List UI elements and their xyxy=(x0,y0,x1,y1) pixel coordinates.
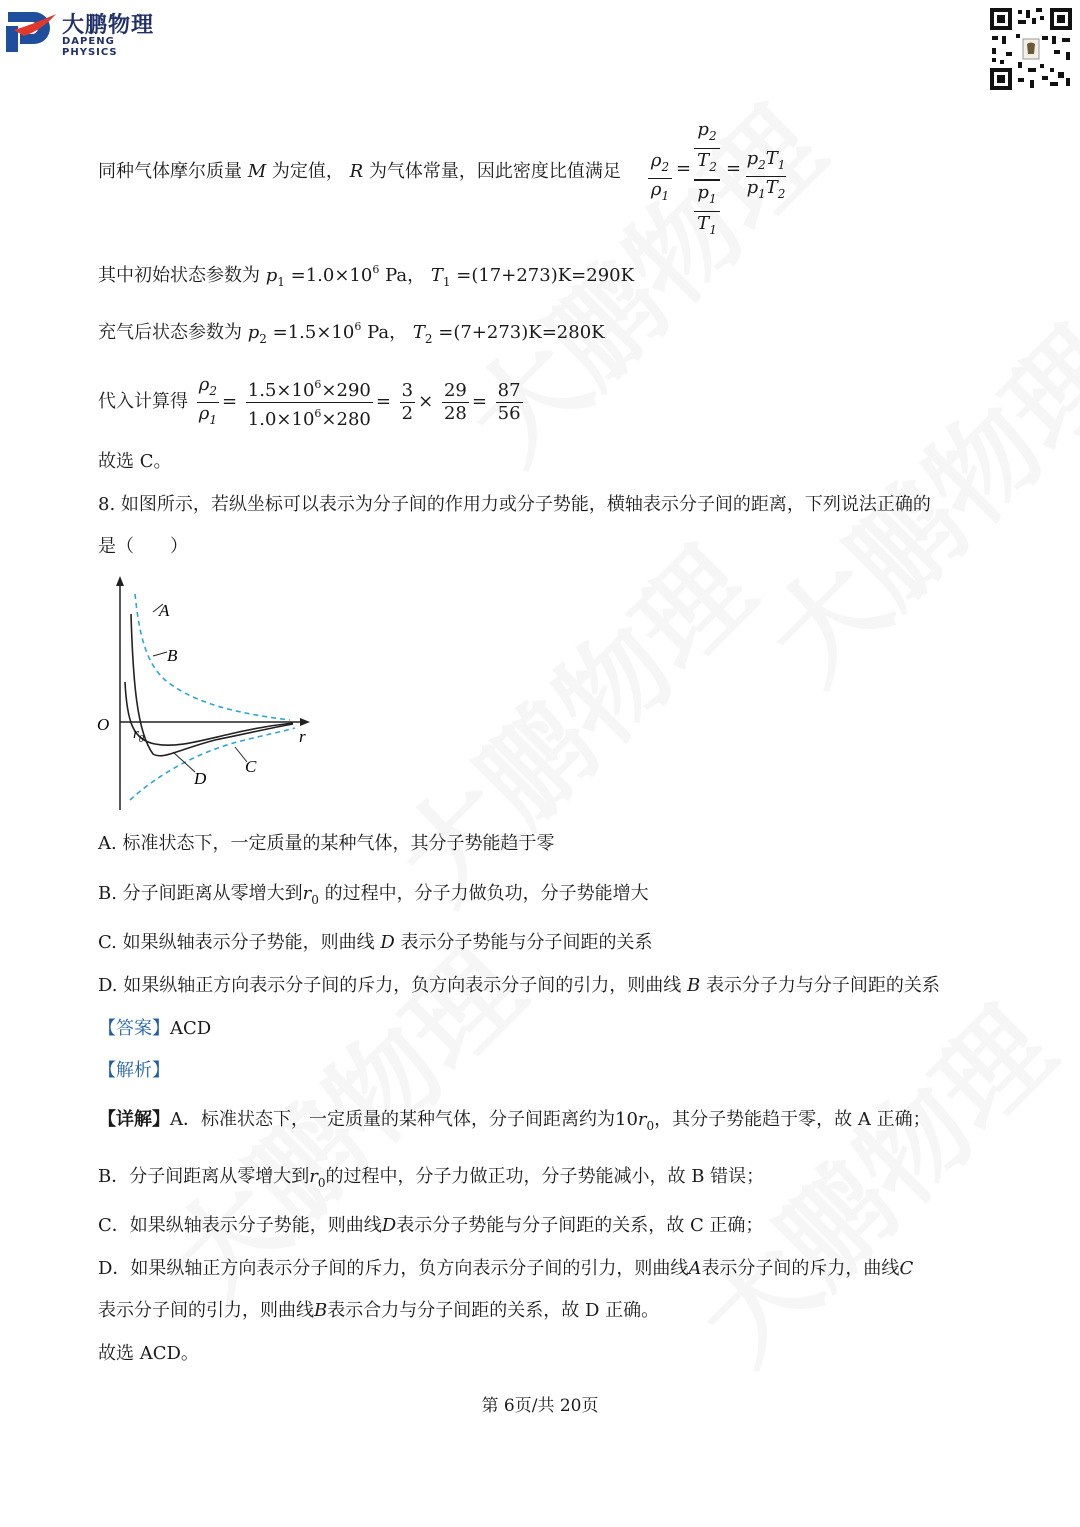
text: 为定值， xyxy=(271,161,344,182)
option-B xyxy=(98,882,649,912)
logo-cn-text: 大鹏物理 xyxy=(62,13,155,38)
curve-D-label: D xyxy=(194,769,207,788)
symbol-T: T xyxy=(430,265,443,286)
text: B．分子间距离从零增大到 xyxy=(98,1166,310,1187)
text: 其中初始状态参数为 xyxy=(98,265,260,286)
origin-label: O xyxy=(97,715,110,734)
page-number: 第 6页/共 20页 xyxy=(481,1396,599,1416)
y-axis-arrow-icon xyxy=(116,576,124,586)
r-axis-arrow-icon xyxy=(300,718,310,726)
exponent: 6 xyxy=(314,377,322,391)
symbol-D: D xyxy=(381,1215,397,1236)
numerator-end: ×290 xyxy=(321,379,371,401)
value: =1.5×10 xyxy=(272,322,355,343)
text: 表示合力与分子间距的关系，故 D 正确。 xyxy=(327,1300,660,1321)
text: C. 如果纵轴表示分子势能，则曲线 xyxy=(98,932,375,953)
text: 的过程中，分子力做正功，分子势能减小，故 B 错误； xyxy=(325,1166,765,1187)
text: 表示分子势能与分子间距的关系 xyxy=(400,932,653,953)
denominator: 1.0×10 xyxy=(247,408,315,430)
denominator: 56 xyxy=(497,402,521,424)
answer-label: 【答案】 xyxy=(98,1018,170,1039)
symbol-r: r xyxy=(309,1166,318,1187)
subscript: 0 xyxy=(311,893,319,907)
r0-label: $r_0$ xyxy=(133,726,144,745)
detail-D-cont xyxy=(98,1299,659,1323)
text: 表示分子间的斥力，曲线 xyxy=(701,1258,900,1279)
subscript: 0 xyxy=(317,1176,326,1190)
fraction xyxy=(400,380,415,425)
text: 代入计算得 xyxy=(98,391,188,412)
subscript: 1 xyxy=(277,275,285,289)
prev-conclusion: 故选 C。 xyxy=(98,451,172,472)
final-conclusion: 故选 ACD。 xyxy=(98,1343,199,1364)
answer-value: ACD xyxy=(170,1018,212,1039)
denominator-end: ×280 xyxy=(321,408,371,430)
curve-B-label: B xyxy=(167,646,178,665)
leader-D xyxy=(173,752,195,772)
substitution-line: 代入计算得 $\frac{\rho_2}{\rho_1}$ = $\frac{1.5\times 10^6\times 290}{1.0\times 10^6\times 280}$ = $\frac{3}{2}$ × $\frac{29}{28}$ = $\frac{87}{56}$ xyxy=(98,373,521,430)
question-text: 8. 如图所示，若纵坐标可以表示为分子间的作用力或分子势能，横轴表示分子间的距离，下列说法正确的 xyxy=(98,494,931,515)
rho-ratio: $\rho_2$ $\rho_1$ xyxy=(648,150,672,207)
value: =1.0×10 xyxy=(290,265,373,286)
symbol-D: D xyxy=(380,932,395,953)
text: D. 如果纵轴正方向表示分子间的斥力，负方向表示分子间的引力，则曲线 xyxy=(98,975,682,996)
symbol-C: C xyxy=(899,1258,914,1279)
subscript: 2 xyxy=(259,332,267,346)
subscript: 1 xyxy=(442,275,451,289)
watermark xyxy=(359,508,782,931)
symbol-p: p xyxy=(265,265,278,286)
option-C xyxy=(98,931,652,955)
analysis-label: 【解析】 xyxy=(98,1060,170,1081)
question-text-cont: 是（ ） xyxy=(98,536,188,557)
nested-fraction: $p_2$ $T_2$ $p_1$ $T_1$ xyxy=(694,118,720,242)
qr-code-icon xyxy=(988,6,1074,92)
value: =(17+273)K=290K xyxy=(456,265,635,286)
r-axis-label: r xyxy=(299,727,306,746)
numerator: 87 xyxy=(497,379,521,401)
text: 为气体常量，因此密度比值满足 xyxy=(368,161,621,182)
text: 表示分子力与分子间距的关系 xyxy=(705,975,940,996)
symbol-B: B xyxy=(314,1300,328,1321)
leader-B xyxy=(153,652,167,656)
brand-logo xyxy=(4,4,174,58)
exponent: 6 xyxy=(372,263,380,276)
value: =(7+273)K=280K xyxy=(438,322,605,343)
fraction xyxy=(496,380,523,425)
density-ratio-formula: $\rho_2$ $\rho_1$ = $p_2$ $T_2$ $p_1$ $T_1$ = $p_2T_1$ $p_1T_2$ xyxy=(648,118,788,228)
logo-mark-icon xyxy=(4,4,60,54)
text: C．如果纵轴表示分子势能，则曲线 xyxy=(98,1215,382,1236)
detail-D xyxy=(98,1257,913,1281)
text: 表示分子间的引力，则曲线 xyxy=(98,1300,314,1321)
symbol-B: B xyxy=(686,975,701,996)
symbol-A: A xyxy=(688,1258,702,1279)
molecular-force-figure xyxy=(95,572,325,817)
density-ratio-line xyxy=(98,160,621,184)
detail-C xyxy=(98,1214,763,1238)
text: A．标准状态下，一定质量的某种气体，分子间距离约为10 xyxy=(170,1109,638,1130)
curve-C-label: C xyxy=(245,757,257,776)
text: 充气后状态参数为 xyxy=(98,322,242,343)
exponent: 6 xyxy=(314,406,322,420)
symbol-R: R xyxy=(349,161,364,182)
logo-en-text: DAPENG PHYSICS xyxy=(62,36,118,58)
symbol-p: p xyxy=(247,322,260,343)
rho-ratio: $\frac{\rho_2}{\rho_1}$ xyxy=(198,373,217,427)
numerator: 3 xyxy=(401,379,414,401)
denominator: 2 xyxy=(401,402,414,424)
unit: Pa， xyxy=(367,322,408,343)
detail-label: 【详解】 xyxy=(98,1109,170,1130)
pressure-temp-fraction xyxy=(246,374,373,431)
symbol-T: T xyxy=(412,322,425,343)
detail-B xyxy=(98,1165,764,1195)
text: ，其分子势能趋于零，故 A 正确； xyxy=(654,1109,931,1130)
curve-A-label: A xyxy=(159,601,170,620)
exponent: 6 xyxy=(354,320,362,333)
pt-ratio: $p_2T_1$ $p_1T_2$ xyxy=(746,148,786,201)
symbol-M: M xyxy=(247,161,267,182)
charged-state-line xyxy=(98,315,605,351)
symbol-r: r xyxy=(637,1109,647,1130)
text: 同种气体摩尔质量 xyxy=(98,161,242,182)
subscript: 2 xyxy=(424,332,433,346)
unit: Pa， xyxy=(385,265,426,286)
text: 表示分子势能与分子间距的关系，故 C 正确； xyxy=(396,1215,764,1236)
numerator: 1.5×10 xyxy=(247,379,315,401)
option-D xyxy=(98,974,940,998)
option-A: A. 标准状态下，一定质量的某种气体，其分子势能趋于零 xyxy=(98,833,555,854)
text: B. 分子间距离从零增大到 xyxy=(98,883,303,904)
curve-D xyxy=(125,682,293,745)
text: D．如果纵轴正方向表示分子间的斥力，负方向表示分子间的引力，则曲线 xyxy=(98,1258,689,1279)
answer-line xyxy=(98,1017,211,1041)
fraction xyxy=(442,380,469,425)
numerator: 29 xyxy=(443,379,467,401)
subscript: 0 xyxy=(646,1119,655,1133)
symbol-r: r xyxy=(302,883,312,904)
detail-A xyxy=(98,1108,931,1138)
text: 的过程中，分子力做负功，分子势能增大 xyxy=(324,883,649,904)
initial-state-line xyxy=(98,258,634,294)
denominator: 28 xyxy=(443,402,467,424)
